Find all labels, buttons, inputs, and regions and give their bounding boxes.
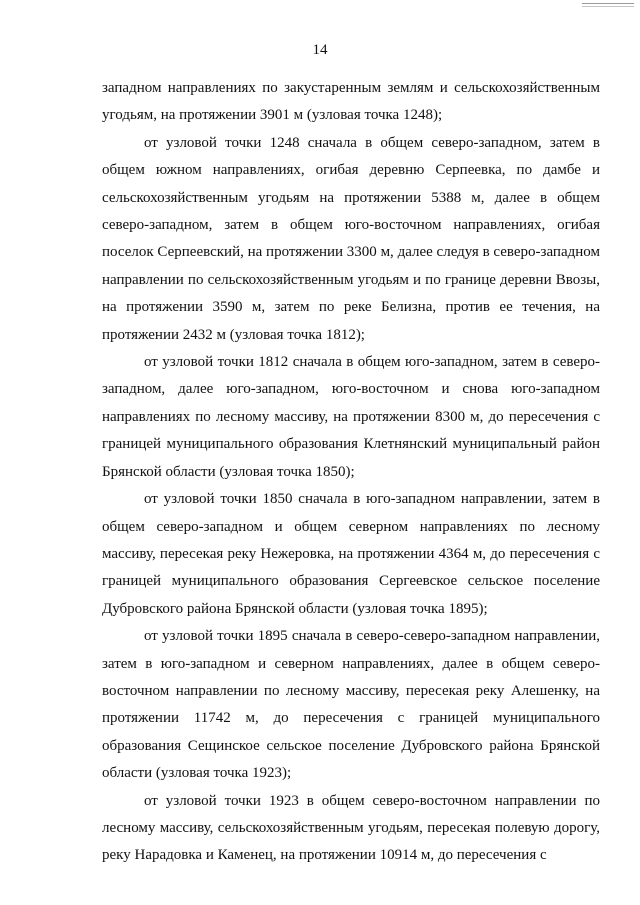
paragraph-5: от узловой точки 1895 сначала в северо-северо-западном направлении, затем в юго-западном и северном направлениях, далее в общем северо-восточном направлении по лесному массиву, пересекая реку Алешенку, на протяжении 11742 м, до пересечения с границей муниципального образования Сещинское сельское поселение Дубровского района Брянской области (узловая точка 1923); <box>102 628 600 782</box>
paragraph-3: от узловой точки 1812 сначала в общем юго-западном, затем в северо-западном, далее юго-западном, юго-восточном и снова юго-западном направлениях по лесному массиву, на протяжении 8300 м, до пересечения с границей муниципального образования Клетнянский муниципальный район Брянской области (узловая точка 1850); <box>102 354 600 480</box>
paragraph-6: от узловой точки 1923 в общем северо-восточном направлении по лесному массиву, сельскохозяйственным угодьям, пересекая полевую дорогу, реку Нарадовка и Каменец, на протяжении 10914 м, до пересечения с <box>102 792 600 864</box>
paragraph-2: от узловой точки 1248 сначала в общем северо-западном, затем в общем южном направлениях, огибая деревню Серпеевка, по дамбе и сельскохозяйственным угодьям на протяжении 5388 м, далее в общем северо-западном, затем в общем юго-восточном направлениях, огибая поселок Серпеевский, на протяжении 3300 м, далее следуя в северо-западном направлении по сельскохозяйственным угодьям и по границе деревни Ввозы, на протяжении 3590 м, затем по реке Белизна, против ее течения, на протяжении 2432 м (узловая точка 1812); <box>102 134 600 343</box>
scan-corner-mark <box>582 3 634 7</box>
page-number: 14 <box>312 42 328 58</box>
paragraph-1: западном направлениях по закустаренным землям и сельскохозяйственным угодьям, на протяжении 3901 м (узловая точка 1248); <box>102 80 600 124</box>
paragraph-4: от узловой точки 1850 сначала в юго-западном направлении, затем в общем северо-западном и общем северном направлениях по лесному массиву, пересекая реку Нежеровка, на протяжении 4364 м, до пересечения с границей муниципального образования Сергеевское сельское поселение Дубровского района Брянской области (узловая точка 1895); <box>102 491 600 617</box>
document-body <box>102 75 600 870</box>
